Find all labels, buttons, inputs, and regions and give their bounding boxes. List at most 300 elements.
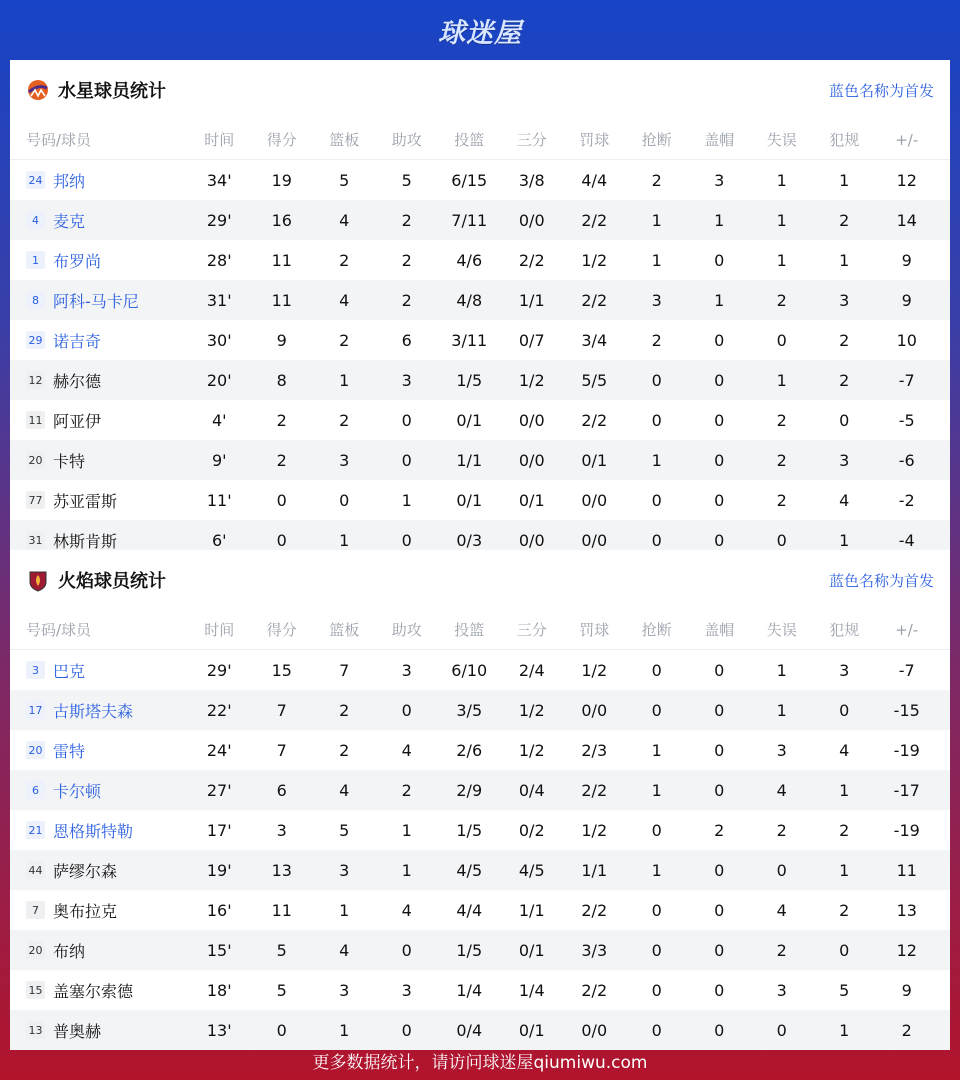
stat-cell: 10 bbox=[896, 330, 917, 350]
stat-cell: 0 bbox=[839, 940, 850, 960]
stat-cell: 5 bbox=[401, 170, 412, 190]
stat-cell: 1 bbox=[401, 490, 412, 510]
stat-cell: 4 bbox=[339, 290, 350, 310]
stat-cell: 2 bbox=[339, 740, 350, 760]
stat-cell: 15' bbox=[206, 940, 232, 960]
stat-cell: 29' bbox=[206, 210, 232, 230]
stat-cell: 0 bbox=[714, 660, 725, 680]
stat-cell: 4/4 bbox=[456, 900, 483, 920]
stat-cell: -6 bbox=[898, 450, 915, 470]
stat-cell: 2/2 bbox=[581, 900, 608, 920]
stat-cell: 3 bbox=[339, 860, 350, 880]
stat-cell: 29' bbox=[206, 660, 232, 680]
player-name[interactable]: 麦克 bbox=[53, 211, 86, 231]
stat-cell: 0 bbox=[714, 900, 725, 920]
stat-cell: 0 bbox=[839, 410, 850, 430]
stat-cell: 13 bbox=[896, 900, 917, 920]
stat-cell: 0 bbox=[401, 700, 412, 720]
stat-cell: 9' bbox=[211, 450, 227, 470]
stat-cell: 1 bbox=[339, 530, 350, 550]
player-row[interactable] bbox=[10, 480, 950, 520]
stat-cell: 4 bbox=[401, 740, 412, 760]
stat-cell: 0 bbox=[651, 1020, 662, 1040]
stat-cell: 0 bbox=[276, 1020, 287, 1040]
stat-cell: 0 bbox=[714, 700, 725, 720]
player-cell bbox=[10, 209, 188, 232]
stat-cell: 1 bbox=[651, 740, 662, 760]
stat-cell: 1 bbox=[839, 1020, 850, 1040]
jersey-number: 24 bbox=[26, 171, 45, 189]
team-stats-card-mercury bbox=[10, 60, 950, 550]
stat-cell: 7 bbox=[276, 740, 287, 760]
stat-cell: -19 bbox=[893, 740, 920, 760]
stat-cell: 16' bbox=[206, 900, 232, 920]
stat-cell: 2/2 bbox=[581, 290, 608, 310]
stat-cell: 1/5 bbox=[456, 370, 483, 390]
stat-cell: 0 bbox=[339, 490, 350, 510]
player-row[interactable] bbox=[10, 650, 950, 690]
player-row[interactable] bbox=[10, 770, 950, 810]
jersey-number: 7 bbox=[26, 901, 45, 919]
stat-cell: 2 bbox=[776, 940, 787, 960]
player-cell bbox=[10, 329, 188, 352]
stat-cell: 11' bbox=[206, 490, 232, 510]
stat-cell: 4 bbox=[339, 940, 350, 960]
column-header: 时间 bbox=[204, 131, 235, 149]
stat-cell: 2/2 bbox=[581, 410, 608, 430]
stat-cell: 0 bbox=[776, 330, 787, 350]
player-row[interactable] bbox=[10, 850, 950, 890]
stat-cell: 2 bbox=[839, 820, 850, 840]
stat-cell: 2 bbox=[776, 290, 787, 310]
stat-cell: -7 bbox=[898, 370, 915, 390]
stat-cell: 1/1 bbox=[518, 900, 545, 920]
player-cell bbox=[10, 409, 188, 432]
stat-cell: -17 bbox=[893, 780, 920, 800]
stat-cell: 5 bbox=[839, 980, 850, 1000]
stat-cell: 3/8 bbox=[518, 170, 545, 190]
stat-cell: 2 bbox=[276, 450, 287, 470]
player-row[interactable] bbox=[10, 360, 950, 400]
player-name[interactable]: 苏亚雷斯 bbox=[53, 491, 118, 511]
stat-cell: 0 bbox=[651, 410, 662, 430]
player-name[interactable]: 阿科-马卡尼 bbox=[53, 291, 139, 311]
stat-cell: 0/2 bbox=[518, 820, 545, 840]
stat-cell: 1/2 bbox=[518, 370, 545, 390]
jersey-number: 11 bbox=[26, 411, 45, 429]
stat-cell: -2 bbox=[898, 490, 915, 510]
stat-cell: 6/10 bbox=[451, 660, 488, 680]
fire-logo-icon bbox=[26, 568, 50, 592]
stat-cell: 0 bbox=[714, 490, 725, 510]
player-cell bbox=[10, 659, 188, 682]
stat-cell: 0 bbox=[714, 450, 725, 470]
stat-cell: 1 bbox=[651, 250, 662, 270]
stat-cell: 5 bbox=[339, 820, 350, 840]
player-row[interactable] bbox=[10, 400, 950, 440]
stat-cell: 0 bbox=[776, 860, 787, 880]
stat-cell: 1 bbox=[339, 1020, 350, 1040]
player-name[interactable]: 布罗尚 bbox=[53, 251, 102, 271]
stat-cell: 0 bbox=[714, 330, 725, 350]
player-name[interactable]: 布纳 bbox=[53, 941, 86, 961]
column-header: 助攻 bbox=[391, 131, 422, 149]
stat-cell: 0 bbox=[776, 1020, 787, 1040]
stat-cell: 3 bbox=[339, 450, 350, 470]
column-header: 号码/球员 bbox=[26, 621, 92, 639]
team-title-group bbox=[26, 77, 166, 103]
stat-cell: 4/6 bbox=[456, 250, 483, 270]
player-name[interactable]: 萨缪尔森 bbox=[53, 861, 118, 881]
stat-cell: 2/2 bbox=[518, 250, 545, 270]
brand-bar bbox=[0, 0, 960, 60]
jersey-number: 44 bbox=[26, 861, 45, 879]
player-cell bbox=[10, 289, 188, 312]
player-name[interactable]: 恩格斯特勒 bbox=[53, 821, 134, 841]
jersey-number: 31 bbox=[26, 531, 45, 549]
stat-cell: 1 bbox=[839, 530, 850, 550]
stat-cell: 0 bbox=[714, 250, 725, 270]
stat-cell: 34' bbox=[206, 170, 232, 190]
stat-cell: 1/2 bbox=[518, 740, 545, 760]
table-header-row bbox=[10, 120, 950, 160]
column-header: 盖帽 bbox=[704, 621, 735, 639]
stat-cell: 9 bbox=[901, 250, 912, 270]
stat-cell: 0 bbox=[714, 370, 725, 390]
player-row[interactable] bbox=[10, 320, 950, 360]
stat-cell: 2 bbox=[776, 490, 787, 510]
stat-cell: 1/5 bbox=[456, 940, 483, 960]
player-cell bbox=[10, 779, 188, 802]
stat-cell: 11 bbox=[896, 860, 917, 880]
player-name[interactable]: 盖塞尔索德 bbox=[53, 981, 134, 1001]
stat-cell: 0/7 bbox=[518, 330, 545, 350]
stat-cell: 17' bbox=[206, 820, 232, 840]
column-header: 抢断 bbox=[641, 131, 672, 149]
stat-cell: 2 bbox=[339, 700, 350, 720]
stat-cell: 1/1 bbox=[456, 450, 483, 470]
player-row[interactable] bbox=[10, 930, 950, 970]
stat-cell: 3/11 bbox=[451, 330, 488, 350]
stat-cell: 30' bbox=[206, 330, 232, 350]
jersey-number: 15 bbox=[26, 981, 45, 999]
stat-cell: 15 bbox=[271, 660, 292, 680]
stat-cell: 4 bbox=[776, 900, 787, 920]
stat-cell: 3 bbox=[401, 660, 412, 680]
stat-cell: 0/1 bbox=[456, 490, 483, 510]
player-cell bbox=[10, 699, 188, 722]
stat-cell: 2 bbox=[401, 250, 412, 270]
stat-cell: 0 bbox=[714, 940, 725, 960]
stat-cell: 1 bbox=[776, 250, 787, 270]
player-name[interactable]: 林斯肯斯 bbox=[53, 531, 118, 551]
stat-cell: 1 bbox=[339, 900, 350, 920]
stat-cell: 31' bbox=[206, 290, 232, 310]
player-name[interactable]: 诺吉奇 bbox=[53, 331, 102, 351]
stat-cell: 0/4 bbox=[456, 1020, 483, 1040]
stat-cell: 2 bbox=[714, 820, 725, 840]
stat-cell: 1 bbox=[401, 860, 412, 880]
stat-cell: 9 bbox=[901, 980, 912, 1000]
stat-cell: 6 bbox=[276, 780, 287, 800]
player-row[interactable] bbox=[10, 240, 950, 280]
player-row[interactable] bbox=[10, 440, 950, 480]
player-name[interactable]: 巴克 bbox=[53, 661, 86, 681]
stat-cell: 4/5 bbox=[456, 860, 483, 880]
jersey-number: 12 bbox=[26, 371, 45, 389]
stat-cell: 0 bbox=[714, 780, 725, 800]
stat-cell: 11 bbox=[271, 290, 292, 310]
player-cell bbox=[10, 169, 188, 192]
player-name[interactable]: 卡尔顿 bbox=[53, 781, 102, 801]
column-header: 得分 bbox=[266, 621, 297, 639]
player-name[interactable]: 邦纳 bbox=[53, 171, 86, 191]
stat-cell: 5 bbox=[276, 980, 287, 1000]
stat-cell: 4 bbox=[839, 740, 850, 760]
stat-cell: 0 bbox=[276, 490, 287, 510]
player-name[interactable]: 阿亚伊 bbox=[53, 411, 102, 431]
stat-cell: 2/2 bbox=[581, 210, 608, 230]
stat-cell: 2 bbox=[839, 210, 850, 230]
stat-cell: 0 bbox=[651, 700, 662, 720]
stat-cell: 0/1 bbox=[518, 490, 545, 510]
stat-cell: 1/2 bbox=[518, 700, 545, 720]
player-cell bbox=[10, 819, 188, 842]
stat-cell: 0/0 bbox=[581, 700, 608, 720]
player-row[interactable] bbox=[10, 730, 950, 770]
column-header: 犯规 bbox=[829, 131, 860, 149]
stat-cell: 1/2 bbox=[581, 250, 608, 270]
jersey-number: 21 bbox=[26, 821, 45, 839]
stat-cell: 13' bbox=[206, 1020, 232, 1040]
stat-cell: 0 bbox=[714, 1020, 725, 1040]
stat-cell: -7 bbox=[898, 660, 915, 680]
stat-cell: 1 bbox=[714, 290, 725, 310]
stat-cell: 0 bbox=[276, 530, 287, 550]
player-cell bbox=[10, 979, 188, 1002]
stat-cell: 4 bbox=[776, 780, 787, 800]
column-header: 时间 bbox=[204, 621, 235, 639]
stat-cell: 4 bbox=[339, 780, 350, 800]
column-header: 得分 bbox=[266, 131, 297, 149]
stat-cell: 2/2 bbox=[581, 980, 608, 1000]
stat-cell: 2 bbox=[401, 290, 412, 310]
jersey-number: 20 bbox=[26, 451, 45, 469]
stat-cell: 0 bbox=[401, 410, 412, 430]
column-header: 投篮 bbox=[454, 621, 485, 639]
jersey-number: 4 bbox=[26, 211, 45, 229]
stat-cell: 5 bbox=[276, 940, 287, 960]
stat-cell: 28' bbox=[206, 250, 232, 270]
stat-cell: -15 bbox=[893, 700, 920, 720]
stat-cell: 2 bbox=[776, 450, 787, 470]
stat-cell: 2 bbox=[401, 780, 412, 800]
jersey-number: 77 bbox=[26, 491, 45, 509]
column-header: +/- bbox=[895, 130, 919, 149]
stat-cell: 2 bbox=[776, 410, 787, 430]
column-header: 抢断 bbox=[641, 621, 672, 639]
stat-cell: 0 bbox=[714, 410, 725, 430]
jersey-number: 17 bbox=[26, 701, 45, 719]
player-row[interactable] bbox=[10, 200, 950, 240]
stat-cell: 3/5 bbox=[456, 700, 483, 720]
column-header: 篮板 bbox=[329, 621, 360, 639]
stat-cell: 12 bbox=[896, 940, 917, 960]
player-row[interactable] bbox=[10, 690, 950, 730]
stat-cell: 4/8 bbox=[456, 290, 483, 310]
stat-cell: 2 bbox=[651, 170, 662, 190]
stat-cell: 3 bbox=[401, 370, 412, 390]
stat-cell: 7 bbox=[339, 660, 350, 680]
stat-cell: 3 bbox=[276, 820, 287, 840]
stat-cell: 0/1 bbox=[456, 410, 483, 430]
stat-cell: 6/15 bbox=[451, 170, 488, 190]
column-header: 失误 bbox=[766, 131, 797, 149]
stat-cell: 1 bbox=[339, 370, 350, 390]
stat-cell: 11 bbox=[271, 900, 292, 920]
team-header bbox=[10, 60, 950, 120]
column-header: 失误 bbox=[766, 621, 797, 639]
stat-cell: 24' bbox=[206, 740, 232, 760]
stat-cell: 1 bbox=[651, 450, 662, 470]
player-name[interactable]: 奥布拉克 bbox=[53, 901, 118, 921]
stat-cell: 1 bbox=[839, 780, 850, 800]
stat-cell: 2 bbox=[401, 210, 412, 230]
stat-cell: 0 bbox=[651, 940, 662, 960]
stat-cell: 9 bbox=[901, 290, 912, 310]
footer-link[interactable]: 更多数据统计，请访问球迷屋qiumiwu.com bbox=[312, 1052, 648, 1073]
player-cell bbox=[10, 899, 188, 922]
stat-cell: 3/3 bbox=[581, 940, 608, 960]
stat-cell: 0 bbox=[714, 740, 725, 760]
column-header: 罚球 bbox=[579, 621, 610, 639]
player-row[interactable] bbox=[10, 970, 950, 1010]
player-name[interactable]: 古斯塔夫森 bbox=[53, 701, 134, 721]
stat-cell: 19 bbox=[271, 170, 292, 190]
column-header: 三分 bbox=[516, 131, 547, 149]
jersey-number: 29 bbox=[26, 331, 45, 349]
stat-cell: 8 bbox=[276, 370, 287, 390]
stat-cell: 1/2 bbox=[581, 820, 608, 840]
stat-cell: 3 bbox=[339, 980, 350, 1000]
stat-cell: 0/0 bbox=[518, 530, 545, 550]
stat-cell: 0/1 bbox=[518, 940, 545, 960]
stat-cell: -5 bbox=[898, 410, 915, 430]
player-cell bbox=[10, 1019, 188, 1042]
column-header: 篮板 bbox=[329, 131, 360, 149]
stat-cell: 0/0 bbox=[518, 210, 545, 230]
stat-cell: 22' bbox=[206, 700, 232, 720]
jersey-number: 1 bbox=[26, 251, 45, 269]
stat-cell: 6' bbox=[211, 530, 227, 550]
team-title: 水星球员统计 bbox=[58, 81, 166, 102]
stat-cell: 3 bbox=[401, 980, 412, 1000]
jersey-number: 13 bbox=[26, 1021, 45, 1039]
stat-cell: 2 bbox=[839, 900, 850, 920]
stat-cell: 0 bbox=[651, 370, 662, 390]
stat-cell: 0/4 bbox=[518, 780, 545, 800]
starter-note: 蓝色名称为首发 bbox=[828, 81, 934, 100]
player-cell bbox=[10, 859, 188, 882]
stat-cell: 2 bbox=[839, 330, 850, 350]
player-name[interactable]: 卡特 bbox=[53, 451, 86, 471]
stat-cell: 6 bbox=[401, 330, 412, 350]
stat-cell: 0 bbox=[401, 1020, 412, 1040]
jersey-number: 3 bbox=[26, 661, 45, 679]
stat-cell: 2 bbox=[651, 330, 662, 350]
player-cell bbox=[10, 449, 188, 472]
stat-cell: 0 bbox=[714, 980, 725, 1000]
suns-logo-icon bbox=[26, 78, 50, 102]
column-header: 投篮 bbox=[454, 131, 485, 149]
brand-logo: 球迷屋 bbox=[438, 17, 522, 49]
stat-cell: 4/4 bbox=[581, 170, 608, 190]
stat-cell: 1/2 bbox=[581, 660, 608, 680]
stat-cell: 4 bbox=[839, 490, 850, 510]
stat-cell: 3/4 bbox=[581, 330, 608, 350]
stat-cell: 1 bbox=[839, 860, 850, 880]
stat-cell: 1/4 bbox=[456, 980, 483, 1000]
team-title-group bbox=[26, 567, 166, 593]
stat-cell: 1/1 bbox=[518, 290, 545, 310]
stat-cell: 0 bbox=[401, 450, 412, 470]
stat-cell: 0/0 bbox=[581, 490, 608, 510]
stat-cell: 1 bbox=[651, 210, 662, 230]
stat-cell: 14 bbox=[896, 210, 917, 230]
column-header: 号码/球员 bbox=[26, 131, 92, 149]
stat-cell: 7 bbox=[276, 700, 287, 720]
stat-cell: 0 bbox=[401, 530, 412, 550]
player-row[interactable] bbox=[10, 810, 950, 850]
stat-cell: 0 bbox=[651, 900, 662, 920]
stat-cell: 2 bbox=[276, 410, 287, 430]
jersey-number: 20 bbox=[26, 941, 45, 959]
player-cell bbox=[10, 369, 188, 392]
stat-cell: 12 bbox=[896, 170, 917, 190]
player-name[interactable]: 雷特 bbox=[53, 741, 86, 761]
player-row[interactable] bbox=[10, 280, 950, 320]
stat-cell: 1 bbox=[776, 210, 787, 230]
stat-cell: 1 bbox=[651, 860, 662, 880]
stat-cell: 2 bbox=[339, 410, 350, 430]
stat-cell: 0 bbox=[776, 530, 787, 550]
stat-cell: 3 bbox=[839, 450, 850, 470]
player-name[interactable]: 普奥赫 bbox=[53, 1021, 102, 1041]
team-header bbox=[10, 550, 950, 610]
stat-cell: 1 bbox=[776, 170, 787, 190]
stat-cell: 18' bbox=[206, 980, 232, 1000]
stat-cell: 19' bbox=[206, 860, 232, 880]
column-header: 罚球 bbox=[579, 131, 610, 149]
stat-cell: 2 bbox=[839, 370, 850, 390]
stat-cell: 1 bbox=[401, 820, 412, 840]
stat-cell: 0 bbox=[714, 860, 725, 880]
stat-cell: 0/1 bbox=[518, 1020, 545, 1040]
stat-cell: 5/5 bbox=[581, 370, 608, 390]
player-row[interactable] bbox=[10, 160, 950, 200]
stat-cell: 3 bbox=[839, 660, 850, 680]
stat-cell: 1 bbox=[776, 660, 787, 680]
player-cell bbox=[10, 739, 188, 762]
stat-cell: 4 bbox=[339, 210, 350, 230]
player-name[interactable]: 赫尔德 bbox=[53, 371, 102, 391]
player-row[interactable] bbox=[10, 890, 950, 930]
player-cell bbox=[10, 529, 188, 552]
stat-cell: 1 bbox=[776, 370, 787, 390]
stat-cell: 1 bbox=[839, 250, 850, 270]
stat-cell: 0/0 bbox=[581, 1020, 608, 1040]
stat-cell: 1/5 bbox=[456, 820, 483, 840]
